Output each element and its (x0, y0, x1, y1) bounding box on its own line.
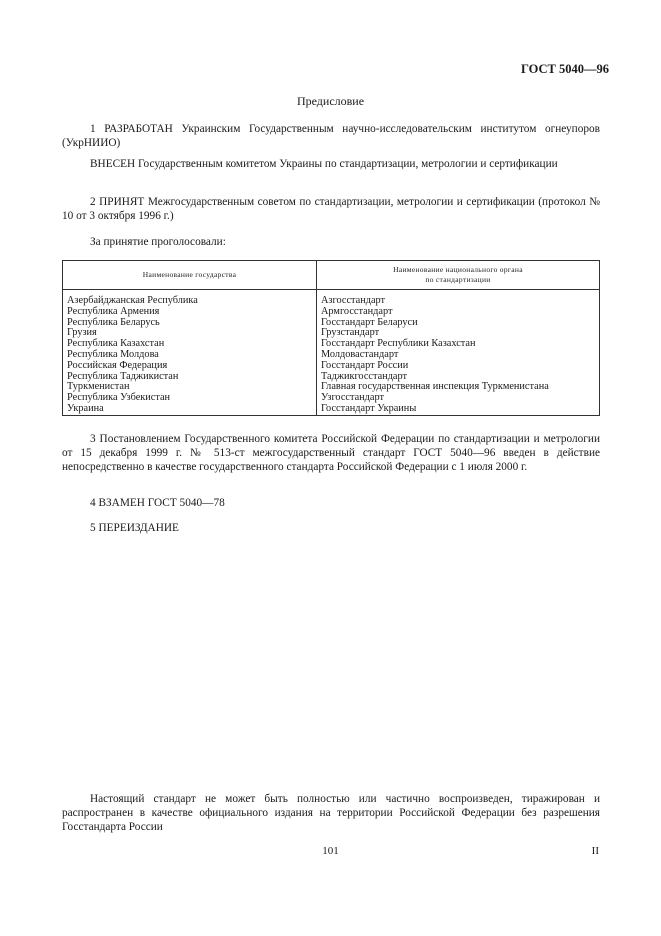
standards-body-column-header (317, 261, 600, 290)
developed-by-paragraph: 1 РАЗРАБОТАН Украинским Государственным научно-исследовательским институтом огнеупоров (УкрНИИО) (62, 123, 600, 149)
voting-states-table (62, 260, 600, 416)
state-name-cell: Грузия (63, 328, 317, 339)
copyright-notice: Настоящий стандарт не может быть полностью или частично воспроизведен, тиражирован и распространен в качестве официального издания на территории Российской Федерации без разрешения Госстандарта России (62, 793, 600, 833)
table-row (63, 307, 600, 318)
state-name-cell: Республика Казахстан (63, 339, 317, 350)
enacted-paragraph: 3 Постановлением Государственного комитета Российской Федерации по стандартизации и метрологии от 15 декабря 1999 г. № 513-ст межгосударственный стандарт ГОСТ 5040—96 введен в действие непосредственно в качестве государственного стандарта Российской Федерации с 1 июля 2000 г. (62, 433, 600, 473)
page-title: Предисловие (296, 94, 365, 108)
state-name-cell: Украина (63, 404, 317, 415)
replaces-paragraph: 4 ВЗАМЕН ГОСТ 5040—78 (90, 497, 225, 509)
table-body (63, 290, 600, 416)
standards-body-cell: Молдовастандарт (317, 350, 600, 361)
state-name-cell: Республика Таджикистан (63, 372, 317, 383)
roman-page-number: II (591, 845, 599, 857)
table-header-row (63, 261, 600, 290)
reissue-paragraph: 5 ПЕРЕИЗДАНИЕ (90, 522, 179, 534)
standards-body-cell: Грузстандарт (317, 328, 600, 339)
voted-for-paragraph: За принятие проголосовали: (90, 236, 226, 248)
table-row (63, 404, 600, 415)
standards-body-cell: Азгосстандарт (317, 290, 600, 307)
standards-body-cell: Госстандарт Республики Казахстан (317, 339, 600, 350)
standards-body-cell: Госстандарт Беларуси (317, 318, 600, 329)
standards-body-cell: Госстандарт России (317, 361, 600, 372)
adopted-by-paragraph: 2 ПРИНЯТ Межгосударственным советом по стандартизации, метрологии и сертификации (протокол № 10 от 3 октября 1996 г.) (62, 196, 600, 222)
state-name-cell: Республика Беларусь (63, 318, 317, 329)
state-column-header: Наименование государства (63, 261, 317, 290)
standards-body-header-line1: Наименование национального органа (393, 265, 523, 274)
state-name-cell: Туркменистан (63, 382, 317, 393)
table-row (63, 361, 600, 372)
state-name-cell: Республика Армения (63, 307, 317, 318)
standards-body-header-line2: по стандартизации (425, 275, 491, 284)
document-code: ГОСТ 5040—96 (520, 62, 609, 76)
state-name-cell: Российская Федерация (63, 361, 317, 372)
standards-body-cell: Таджикгосстандарт (317, 372, 600, 383)
page-number: 101 (322, 845, 339, 857)
state-name-cell: Республика Молдова (63, 350, 317, 361)
standards-body-cell: Армгосстандарт (317, 307, 600, 318)
introduced-by-paragraph: ВНЕСЕН Государственным комитетом Украины по стандартизации, метрологии и сертификации (90, 158, 558, 170)
state-name-cell: Азербайджанская Республика (63, 290, 317, 307)
standards-body-cell: Главная государственная инспекция Туркменистана (317, 382, 600, 393)
standards-body-cell: Госстандарт Украины (317, 404, 600, 415)
table-row (63, 290, 600, 307)
standards-body-cell: Узгосстандарт (317, 393, 600, 404)
state-name-cell: Республика Узбекистан (63, 393, 317, 404)
